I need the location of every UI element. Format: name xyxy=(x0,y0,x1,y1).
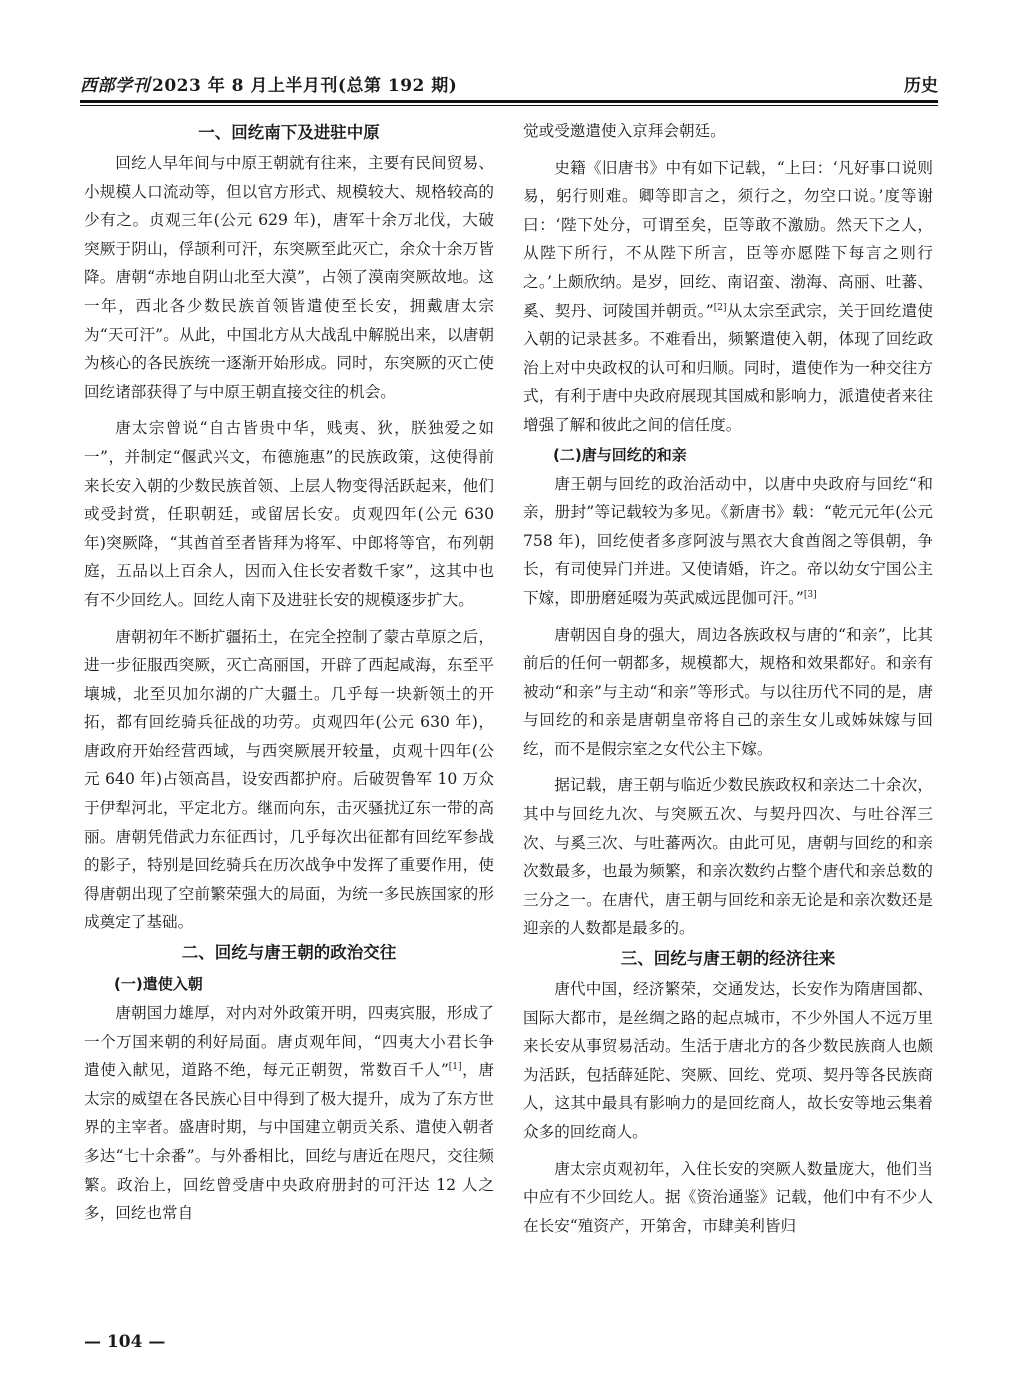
page-number: — 104 — xyxy=(84,1332,166,1352)
section-tag: 历史 xyxy=(904,76,938,96)
paragraph: 唐代中国，经济繁荣，交通发达，长安作为隋唐国都、国际大都市，是丝绸之路的起点城市，不少外国人不远万里来长安从事贸易活动。生活于唐北方的各少数民族商人也颇为活跃，包括薛延陀、突厥、回纥、党项、契丹等各民族商人，这其中最具有影响力的是回纥商人，故长安等地云集着众多的回纥商人。 xyxy=(523,980,933,1141)
right-column xyxy=(523,117,933,1240)
paragraph-continuation: 觉或受邀遣使入京拜会朝廷。 xyxy=(523,122,726,140)
paragraph: 唐太宗贞观初年，入住长安的突厥人数量庞大，他们当中应有不少回纥人。据《资治通鉴》记载，他们中有不少人在长安“殖资产，开第舍，市肆美利皆归 xyxy=(523,1159,933,1235)
running-header xyxy=(80,70,938,96)
paragraph: 据记载，唐王朝与临近少数民族政权和亲达二十余次，其中与回纥九次、与突厥五次、与契丹四次、与吐谷浑三次、与奚三次、与吐蕃两次。由此可见，唐朝与回纥的和亲次数最多，也最为频繁，和亲次数约占整个唐代和亲总数的三分之一。在唐代，唐王朝与回纥和亲无论是和亲次数还是迎亲的人数都是最多的。 xyxy=(523,776,933,938)
journal-logo: 西部学刊 xyxy=(80,76,150,96)
subsection-heading-1: (一)遣使入朝 xyxy=(114,975,203,994)
section-heading-2: 二、回纥与唐王朝的政治交往 xyxy=(181,943,397,963)
citation-ref: [1] xyxy=(448,1062,462,1073)
subsection-heading-2: (二)唐与回纥的和亲 xyxy=(553,445,687,464)
left-column xyxy=(84,117,494,1228)
header-rule-thick xyxy=(80,100,938,103)
paragraph: 回纥人早年间与中原王朝就有往来，主要有民间贸易、小规模人口流动等，但以官方形式、规模较大、规格较高的少有之。贞观三年(公元 629 年)，唐军十余万北伐，大破突厥于阴山，俘颉利可汗，东突厥至此灭亡，余众十余万皆降。唐朝“赤地自阴山北至大漠”，占领了漠南突厥故地。这一年，西北各少数民族首领皆遣使至长安，拥戴唐太宗为“天可汗”。从此，中国北方从大战乱中解脱出来，以唐朝为核心的各民族统一逐渐开始形成。同时，东突厥的灭亡使回纥诸部获得了与中原王朝直接交往的机会。 xyxy=(84,154,494,401)
paragraph: 史籍《旧唐书》中有如下记载，“上曰：‘凡好事口说则易，躬行则难。卿等即言之，须行之，勿空口说。’度等谢曰：‘陛下处分，可谓至矣，臣等敢不激励。然天下之人，从陛下所行，不从陛下所言，臣等亦愿陛下每言之则行之。’上颇欣纳。是岁，回纥、南诏蛮、渤海、高丽、吐蕃、奚、契丹、诃陵国并朝贡。”[2]从太宗至武宗，关于回纥遣使入朝的记录甚多。不难看出，频繁遣使入朝，体现了回纥政治上对中央政权的认可和归顺。同时，遣使作为一种交往方式，有利于唐中央政府展现其国威和影响力，派遣使者来往增强了解和彼此之间的信任度。 xyxy=(523,158,933,434)
paragraph: 唐太宗曾说“自古皆贵中华，贱夷、狄，朕独爱之如一”，并制定“偃武兴文，布德施惠”的民族政策，这使得前来长安入朝的少数民族首领、上层人物变得活跃起来，他们或受封赏，任职朝廷，或留居长安。贞观四年(公元 630 年)突厥降，“其酋首至者皆拜为将军、中郎将等官，布列朝庭，五品以上百余人，因而入住长安者数千家”，这其中也有不少回纥人。回纥人南下及进驻长安的规模逐步扩大。 xyxy=(84,419,494,609)
header-rule-thin xyxy=(80,105,938,106)
paragraph: 唐朝因自身的强大，周边各族政权与唐的“和亲”，比其前后的任何一朝都多，规模都大，规格和效果都好。和亲有被动“和亲”与主动“和亲”等形式。与以往历代不同的是，唐与回纥的和亲是唐朝皇帝将自己的亲生女儿或姊妹嫁与回纥，而不是假宗室之女代公主下嫁。 xyxy=(523,625,933,758)
section-heading-1: 一、回纥南下及进驻中原 xyxy=(198,123,380,142)
paragraph: 唐王朝与回纥的政治活动中，以唐中央政府与回纥“和亲，册封”等记载较为多见。《新唐书》载：“乾元元年(公元 758 年)，回纥使者多彦阿波与黑衣大食酋阁之等俱朝，争长，有司使异门并进。又使请婚，许之。帝以幼女宁国公主下嫁，即册磨延啜为英武威远毘伽可汗。”[3] xyxy=(523,474,933,607)
issue-info: 2023 年 8 月上半月刊(总第 192 期) xyxy=(152,76,458,96)
citation-ref: [2] xyxy=(713,302,727,313)
paragraph: 唐朝初年不断扩疆拓土，在完全控制了蒙古草原之后，进一步征服西突厥，灭亡高丽国，开辟了西起咸海，东至平壤城，北至贝加尔湖的广大疆土。几乎每一块新领土的开拓，都有回纥骑兵征战的功劳。贞观四年(公元 630 年)，唐政府开始经营西域，与西突厥展开较量，贞观十四年(公元 640 年)占领高昌，设安西都护府。后破贺鲁军 10 万众于伊犁河北，平定北方。继而向东，击灭骚扰辽东一带的高丽。唐朝凭借武力东征西讨，几乎每次出征都有回纥军参战的影子，特别是回纥骑兵在历次战争中发挥了重要作用，使得唐朝出现了空前繁荣强大的局面，为统一多民族国家的形成奠定了基础。 xyxy=(84,627,494,932)
section-heading-3: 三、回纥与唐王朝的经济往来 xyxy=(620,949,836,969)
citation-ref: [3] xyxy=(803,589,817,600)
journal-issue-line xyxy=(80,71,457,96)
paragraph: 唐朝国力雄厚，对内对外政策开明，四夷宾服，形成了一个万国来朝的利好局面。唐贞观年间，“四夷大小君长争遣使入献见，道路不绝，每元正朝贺，常数百千人”[1]，唐太宗的威望在各民族心目中得到了极大提升，成为了东方世界的主宰者。盛唐时期，与中国建立朝贡关系、遣使入朝者多达“七十余番”。与外番相比，回纥与唐近在咫尺，交往频繁。政治上，回纥曾受唐中央政府册封的可汗达 12 人之多，回纥也常自 xyxy=(84,1004,494,1223)
